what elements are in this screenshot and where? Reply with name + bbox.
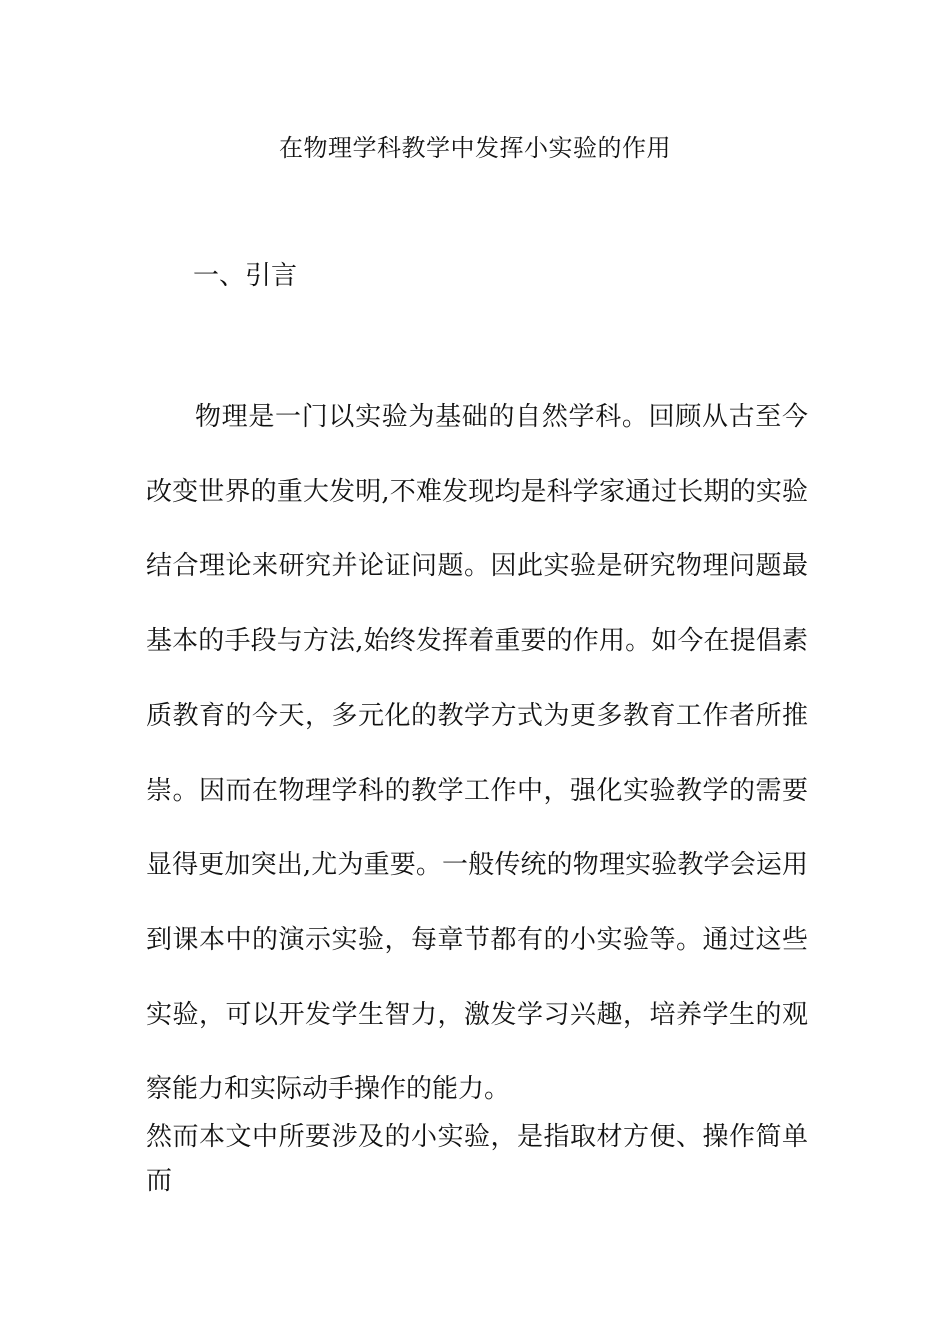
section-heading-introduction: 一、引言 [193, 261, 298, 291]
body-paragraph: 物理是一门以实验为基础的自然学科。回顾从古至今改变世界的重大发明,不难发现均是科学家通过长期的实验结合理论来研究并论证问题。因此实验是研究物理问题最基本的手段与方法,始终发挥着重要的作用。如今在提倡素质教育的今天，多元化的教学方式为更多教育工作者所推崇。因而在物理学科的教学工作中，强化实验教学的需要显得更加突出,尤为重要。一般传统的物理实验教学会运用到课本中的演示实验，每章节都有的小实验等。通过这些实验，可以开发学生智力，激发学习兴趣，培养学生的观察能力和实际动手操作的能力。 [146, 402, 808, 1105]
document-title: 在物理学科教学中发挥小实验的作用 [279, 134, 671, 162]
body-paragraph: 然而本文中所要涉及的小实验，是指取材方便、操作简单而 [146, 1122, 808, 1196]
